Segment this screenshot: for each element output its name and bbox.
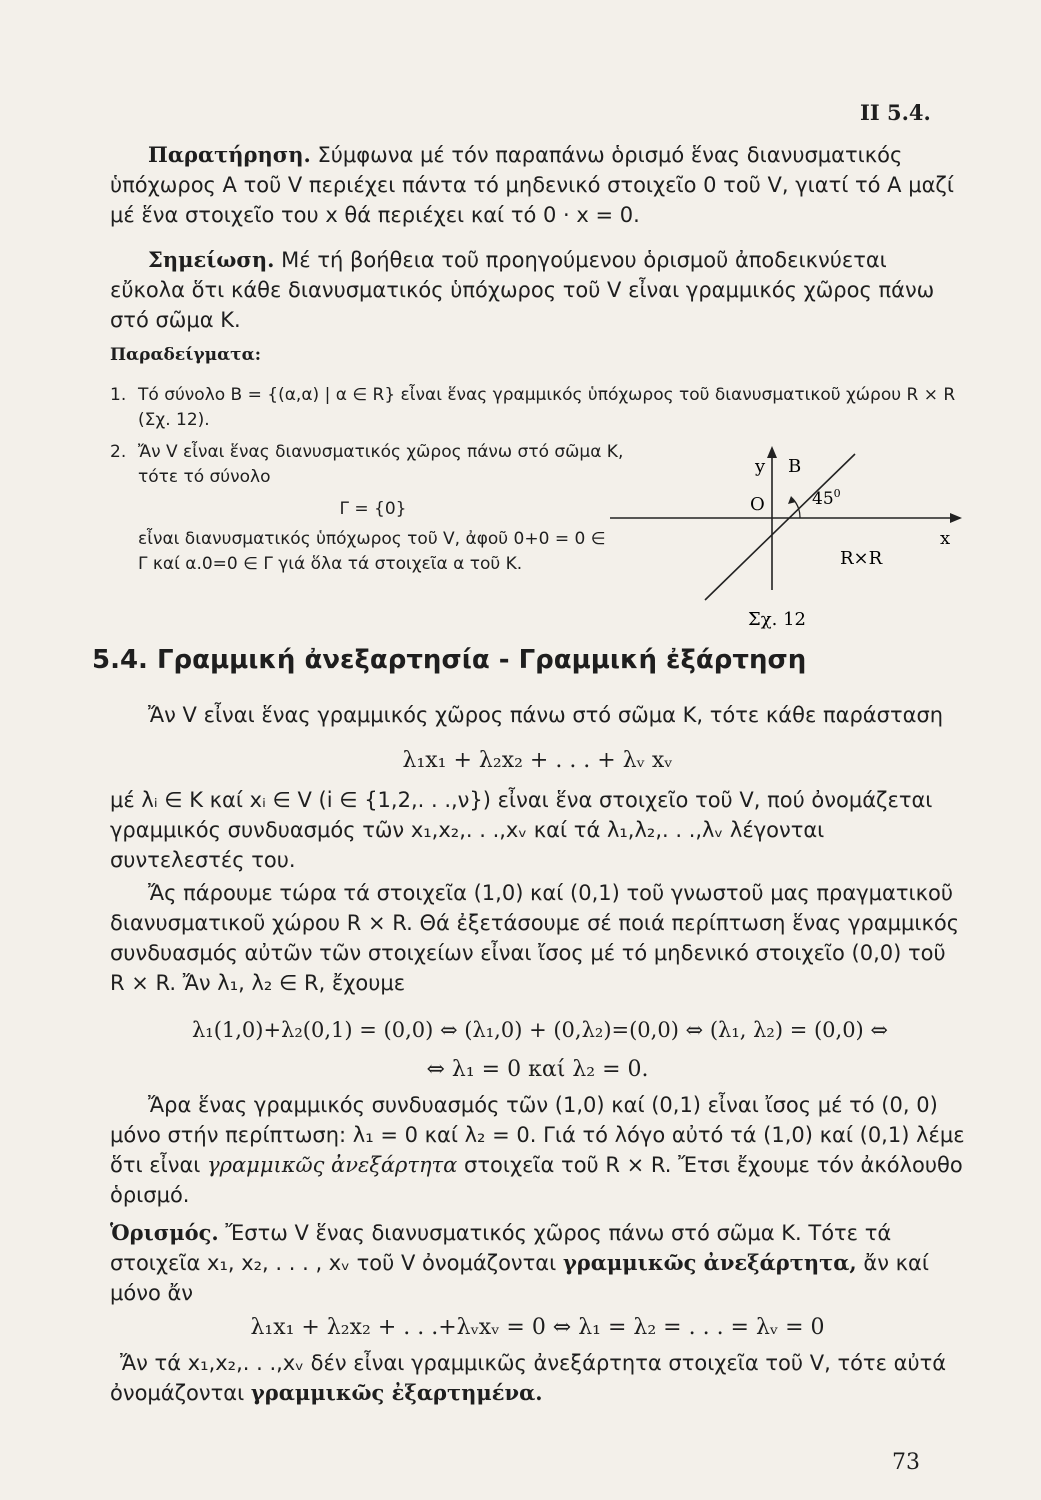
label-angle bbox=[812, 487, 841, 509]
examples-label: Παραδείγματα: bbox=[110, 345, 261, 365]
example-2-intro-text: Ἄν V εἶναι ἕνας διανυσματικός χῶρος πάνω στό σῶμα K, τότε τό σύνολο bbox=[138, 442, 624, 487]
remark-text: Σύμφωνα μέ τόν παραπάνω ὁρισμό ἕνας διανυσματικός ὑπόχωρος A τοῦ V περιέχει πάντα τό μηδενικό στοιχεῖο 0 τοῦ V, γιατί τό A μαζί μέ ἕνα στοιχεῖο του x θά περιέχει καί τό 0 · x = 0. bbox=[110, 143, 954, 227]
figure-caption: Σχ. 12 bbox=[748, 609, 806, 630]
page-number: 73 bbox=[892, 1450, 920, 1475]
example-2-intro bbox=[110, 440, 638, 490]
section-para-1: Ἄν V εἶναι ἕνας γραμμικός χῶρος πάνω στό σῶμα K, τότε κάθε παράσταση bbox=[148, 703, 944, 727]
para-4-text-a: Ἄρα ἕνας γραμμικός συνδυασμός τῶν (1,0) καί (0,1) εἶναι ἴσος μέ τό (0, 0) μόνο στήν περίπτωση: λ₁ = 0 καί λ₂ = 0. Γιά τό λόγο αὐτό τά (1,0) καί (0,1) λέμε ὅτι εἶναι bbox=[110, 1093, 965, 1177]
section-para-5 bbox=[110, 1348, 965, 1408]
section-para-2: μέ λᵢ ∈ K καί xᵢ ∈ V (i ∈ {1,2,. . .,ν}) εἶναι ἕνα στοιχεῖο τοῦ V, πού ὀνομάζεται γραμμικός συνδυασμός τῶν x₁,x₂,. . .,xᵥ καί τά λ₁,λ₂,. . .,λᵥ λέγονται συντελεστές του. bbox=[110, 788, 933, 872]
para-5-text-a: Ἄν τά x₁,x₂,. . .,xᵥ δέν εἶναι γραμμικῶς ἀνεξάρτητα στοιχεῖα τοῦ V, τότε αὐτά ὀνομάζονται bbox=[110, 1351, 947, 1405]
label-angle-value: 45 bbox=[812, 489, 834, 509]
equation-1: λ₁x₁ + λ₂x₂ + . . . + λᵥ xᵥ bbox=[402, 748, 673, 773]
label-y: y bbox=[755, 456, 766, 477]
section-para-4 bbox=[110, 1090, 965, 1210]
equation-4: λ₁x₁ + λ₂x₂ + . . .+λᵥxᵥ = 0 ⇔ λ₁ = λ₂ = . . . = λᵥ = 0 bbox=[250, 1315, 825, 1340]
label-o: O bbox=[750, 494, 765, 515]
definition-bold: γραμμικῶς ἀνεξάρτητα, bbox=[562, 1250, 857, 1275]
para-4-italic: γραμμικῶς ἀνεξάρτητα bbox=[207, 1153, 458, 1177]
note-text: Μέ τή βοήθεια τοῦ προηγούμενου ὁρισμοῦ ἀποδεικνύεται εὔκολα ὅτι κάθε διανυσματικός ὑπόχωρος τοῦ V εἶναι γραμμικός χῶρος πάνω στό σῶμα K. bbox=[110, 248, 935, 332]
example-1-text: Τό σύνολο B = {(α,α) | α ∈ R} εἶναι ἕνας γραμμικός ὑπόχωρος τοῦ διανυσματικοῦ χώρου R × R (Σχ. 12). bbox=[138, 385, 956, 430]
para-4-text-b: στοιχεῖα τοῦ R × R. Ἔτσι ἔχουμε τόν ἀκόλουθο ὁρισμό. bbox=[110, 1153, 963, 1207]
equation-3: ⇔ λ₁ = 0 καί λ₂ = 0. bbox=[426, 1057, 649, 1082]
label-x: x bbox=[940, 528, 951, 549]
para-5-bold: γραμμικῶς ἐξαρτημένα. bbox=[250, 1380, 543, 1405]
example-1-number: 1. bbox=[110, 385, 127, 405]
line-b bbox=[705, 454, 855, 600]
label-b: B bbox=[788, 456, 802, 477]
label-rxr: R×R bbox=[840, 548, 883, 569]
example-2-text: εἶναι διανυσματικός ὑπόχωρος τοῦ V, ἀφοῦ 0+0 = 0 ∈ Γ καί α.0=0 ∈ Γ γιά ὅλα τά στοιχεῖα α τοῦ K. bbox=[138, 529, 606, 574]
note-paragraph bbox=[110, 245, 965, 335]
section-title: 5.4. Γραμμική ἀνεξαρτησία - Γραμμική ἐξάρτηση bbox=[92, 645, 807, 675]
equation-2: λ₁(1,0)+λ₂(0,1) = (0,0) ⇔ (λ₁,0) + (0,λ₂)=(0,0) ⇔ (λ₁, λ₂) = (0,0) ⇔ bbox=[191, 1018, 889, 1042]
example-2-formula: Γ = {0} bbox=[339, 499, 407, 519]
remark-paragraph bbox=[110, 140, 965, 230]
remark-label: Παρατήρηση. bbox=[148, 142, 311, 167]
definition-label: Ὁρισμός. bbox=[110, 1220, 219, 1245]
note-label: Σημείωση. bbox=[148, 247, 275, 272]
definition-paragraph bbox=[110, 1218, 965, 1308]
definition-text-b: ἄν καί μόνο ἄν bbox=[110, 1251, 929, 1305]
y-axis-arrow bbox=[767, 446, 777, 458]
x-axis-arrow bbox=[950, 513, 962, 523]
section-para-3: Ἄς πάρουμε τώρα τά στοιχεῖα (1,0) καί (0,1) τοῦ γνωστοῦ μας πραγματικοῦ διανυσματικοῦ χώρου R × R. Θά ἐξετάσουμε σέ ποιά περίπτωση ἕνας γραμμικός συνδυασμός αὐτῶν τῶν στοιχείων εἶναι ἴσος μέ τό μηδενικό στοιχεῖο (0,0) τοῦ R × R. Ἄν λ₁, λ₂ ∈ R, ἔχουμε bbox=[110, 881, 960, 995]
angle-arc-arrowhead bbox=[788, 496, 796, 504]
label-angle-degree: 0 bbox=[833, 487, 841, 500]
example-1 bbox=[110, 383, 993, 433]
definition-text-a: Ἔστω V ἕνας διανυσματικός χῶρος πάνω στό σῶμα K. Τότε τά στοιχεῖα x₁, x₂, . . . , xᵥ τοῦ V ὀνομάζονται bbox=[110, 1221, 892, 1275]
section-reference: II 5.4. bbox=[860, 100, 931, 125]
example-2-number: 2. bbox=[110, 442, 127, 462]
figure-12 bbox=[600, 440, 980, 650]
